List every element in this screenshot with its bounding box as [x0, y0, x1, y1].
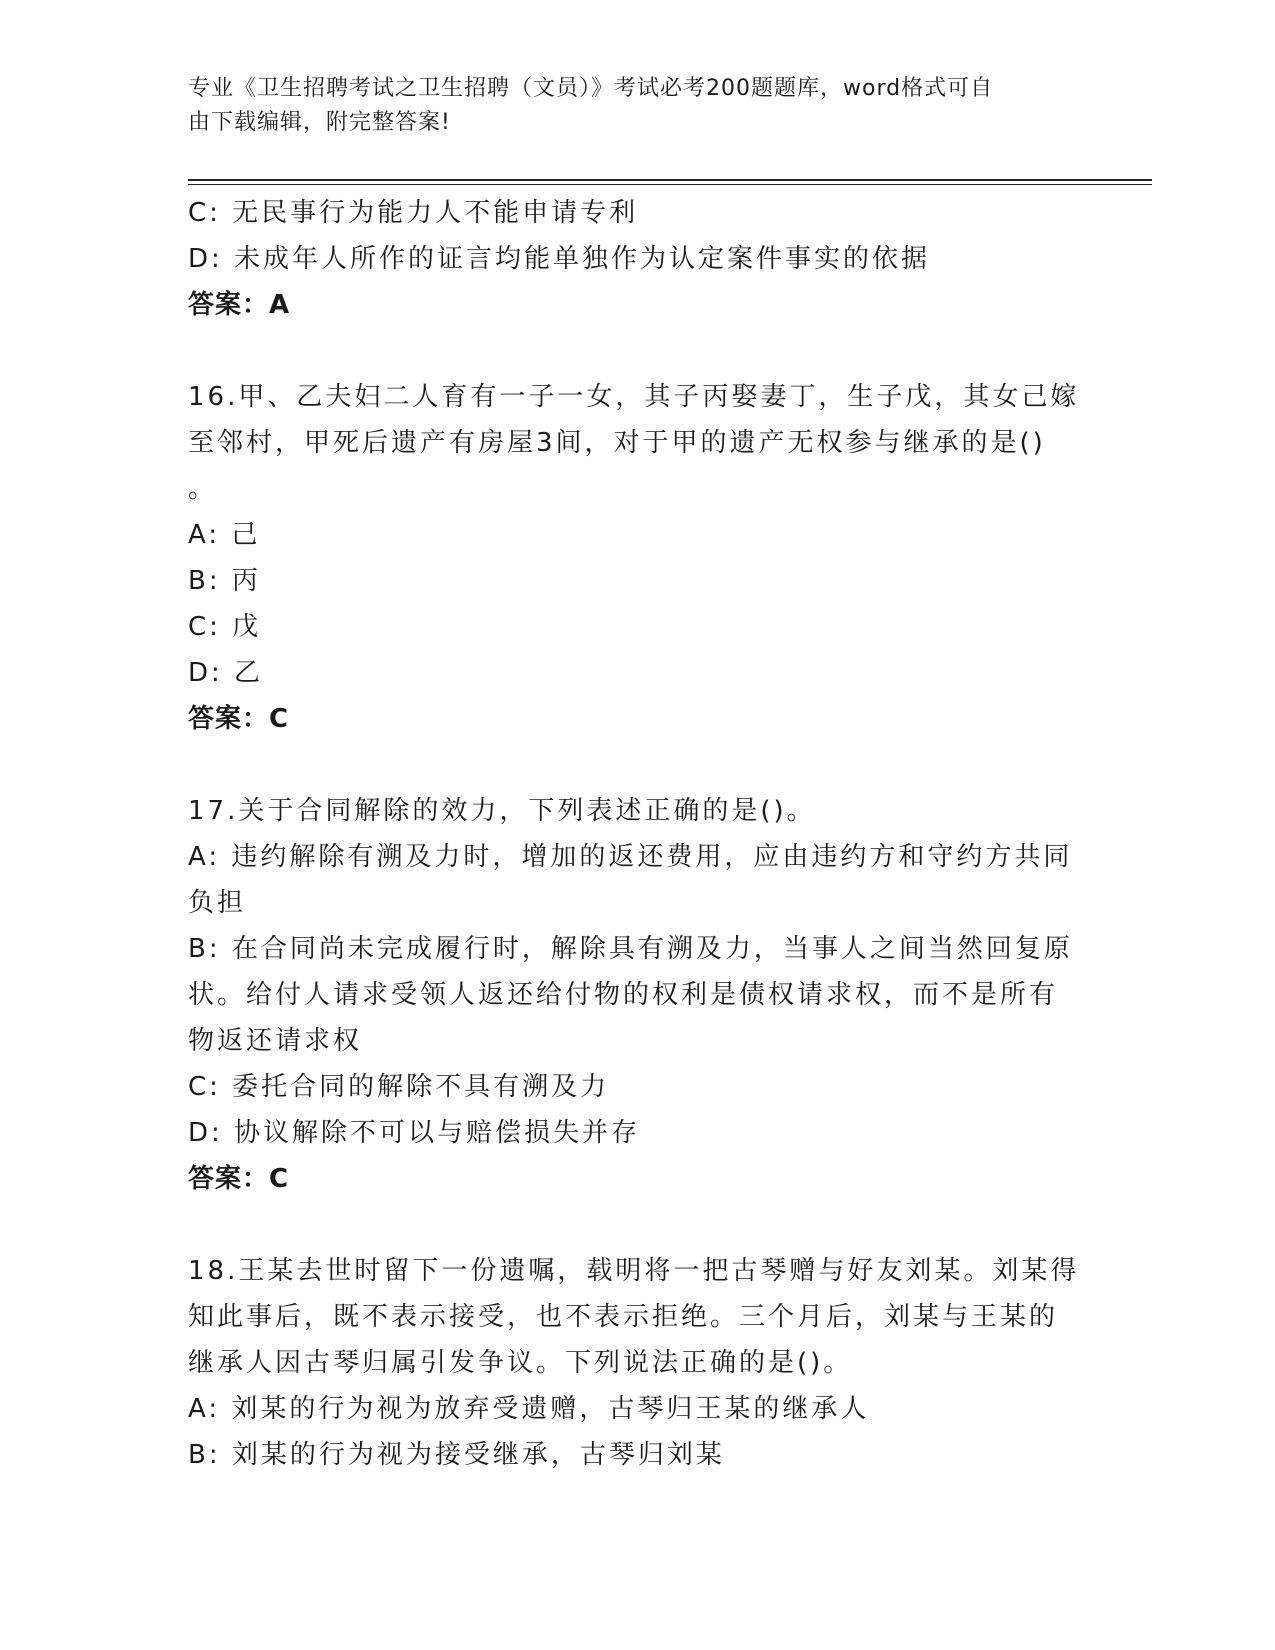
option-b-cont: 物返还请求权	[188, 1026, 363, 1056]
spacer	[188, 742, 1088, 788]
option-a: A: 己	[188, 520, 261, 550]
spacer	[188, 328, 1088, 374]
header-divider-thin	[188, 184, 1152, 185]
option-b-cont: 状。给付人请求受领人返还给付物的权利是债权请求权，而不是所有	[188, 980, 1059, 1010]
question-stem: 16.甲、乙夫妇二人育有一子一女，其子丙娶妻丁，生子戊，其女己嫁	[188, 382, 1080, 412]
header-divider-thick	[188, 179, 1152, 181]
question-stem: 至邻村，甲死后遗产有房屋3间，对于甲的遗产无权参与继承的是()	[188, 428, 1046, 458]
question-list	[188, 190, 1088, 1478]
option-c: C: 戊	[188, 612, 262, 642]
question-18	[188, 1248, 1088, 1478]
option-b: B: 刘某的行为视为接受继承，古琴归刘某	[188, 1440, 725, 1470]
document-header	[188, 72, 1068, 140]
spacer	[188, 1202, 1088, 1248]
question-16	[188, 374, 1088, 742]
option-c: C: 无民事行为能力人不能申请专利	[188, 198, 639, 228]
option-a: A: 违约解除有溯及力时，增加的返还费用，应由违约方和守约方共同	[188, 842, 1073, 872]
question-stem: 继承人因古琴归属引发争议。下列说法正确的是()。	[188, 1348, 853, 1378]
option-d: D: 协议解除不可以与赔偿损失并存	[188, 1118, 641, 1148]
option-a-cont: 负担	[188, 888, 247, 918]
option-d: D: 乙	[188, 658, 264, 688]
question-15-tail	[188, 190, 1088, 328]
question-stem: 知此事后，既不表示接受，也不表示拒绝。三个月后，刘某与王某的	[188, 1302, 1059, 1332]
question-stem: 17.关于合同解除的效力，下列表述正确的是()。	[188, 796, 816, 826]
answer-label: 答案：C	[188, 704, 290, 734]
question-stem: 。	[188, 474, 218, 504]
option-b: B: 在合同尚未完成履行时，解除具有溯及力，当事人之间当然回复原	[188, 934, 1073, 964]
answer-label: 答案：A	[188, 290, 291, 320]
header-line-2: 由下载编辑，附完整答案!	[188, 110, 451, 135]
option-d: D: 未成年人所作的证言均能单独作为认定案件事实的依据	[188, 244, 931, 274]
question-17	[188, 788, 1088, 1202]
option-a: A: 刘某的行为视为放弃受遗赠，古琴归王某的继承人	[188, 1394, 870, 1424]
answer-label: 答案：C	[188, 1164, 290, 1194]
option-c: C: 委托合同的解除不具有溯及力	[188, 1072, 610, 1102]
header-line-1: 专业《卫生招聘考试之卫生招聘（文员）》考试必考200题题库，word格式可自	[188, 76, 994, 101]
question-stem: 18.王某去世时留下一份遗嘱，载明将一把古琴赠与好友刘某。刘某得	[188, 1256, 1080, 1286]
option-b: B: 丙	[188, 566, 261, 596]
